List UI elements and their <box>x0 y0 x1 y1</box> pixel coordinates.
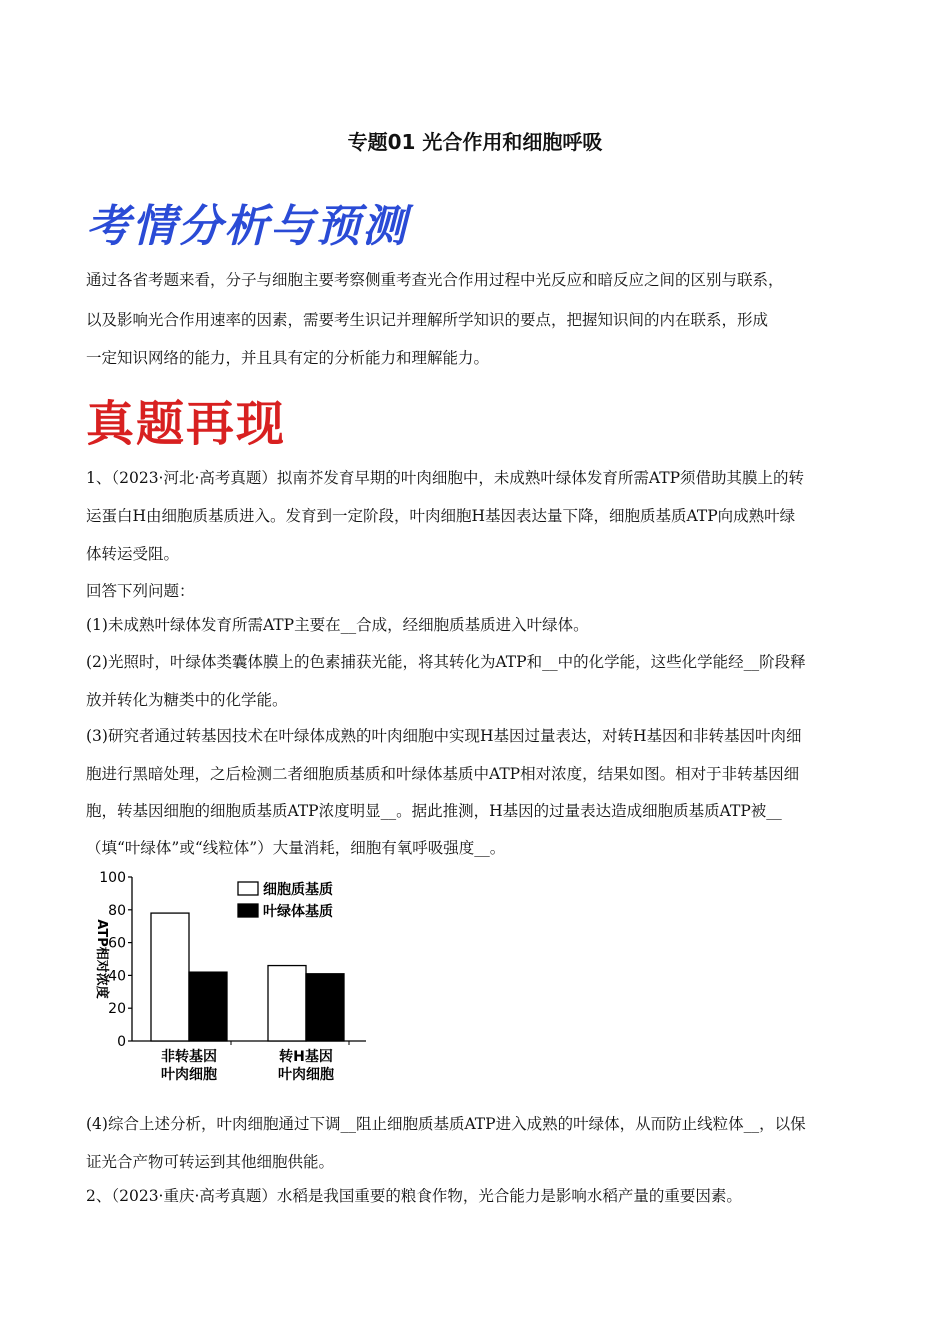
y-axis-label: ATP相对浓度 <box>94 919 109 999</box>
sub-question-3-line-2: 胞进行黑暗处理，之后检测二者细胞质基质和叶绿体基质中ATP相对浓度，结果如图。相对于非转基因细 <box>86 765 800 783</box>
sub-question-3-line-3: 胞，转基因细胞的细胞质基质ATP浓度明显__。据此推测，H基因的过量表达造成细胞质基质ATP被__ <box>86 802 782 820</box>
bar-chloroplast <box>189 972 227 1041</box>
intro-line-3: 一定知识网络的能力，并且具有定的分析能力和理解能力。 <box>86 349 490 367</box>
question-2-line-1: 2、（2023·重庆·高考真题）水稻是我国重要的粮食作物，光合能力是影响水稻产量的重要因素。 <box>86 1187 742 1205</box>
sub-question-2-line-2: 放并转化为糖类中的化学能。 <box>86 691 288 709</box>
x-category-label: 叶肉细胞 <box>278 1067 334 1083</box>
chart-legend <box>238 881 333 920</box>
legend-label: 细胞质基质 <box>263 882 333 898</box>
x-category-label: 转H基因 <box>279 1049 333 1065</box>
question-1-line-2: 运蛋白H由细胞质基质进入。发育到一定阶段，叶肉细胞H基因表达量下降，细胞质基质ATP向成熟叶绿 <box>86 507 796 525</box>
sub-question-3-line-1: (3)研究者通过转基因技术在叶绿体成熟的叶肉细胞中实现H基因过量表达，对转H基因和非转基因叶肉细 <box>86 727 802 745</box>
y-tick-label: 0 <box>117 1034 126 1050</box>
y-tick-label: 20 <box>108 1001 126 1018</box>
banner-real-exam: 真题再现 <box>86 396 287 452</box>
y-tick-label: 100 <box>99 870 126 886</box>
y-tick-label: 60 <box>108 935 126 952</box>
sub-question-1: (1)未成熟叶绿体发育所需ATP主要在__合成，经细胞质基质进入叶绿体。 <box>86 616 589 634</box>
x-category-label: 叶肉细胞 <box>161 1067 217 1083</box>
question-1-line-3: 体转运受阻。 <box>86 545 180 563</box>
banner-analysis: 考情分析与预测 <box>86 201 408 252</box>
legend-label: 叶绿体基质 <box>263 904 333 920</box>
sub-question-2-line-1: (2)光照时，叶绿体类囊体膜上的色素捕获光能，将其转化为ATP和__中的化学能，这些化学能经__阶段释 <box>86 653 806 671</box>
bar-cytoplasm <box>268 966 306 1041</box>
chart-bars <box>151 913 344 1041</box>
intro-line-2: 以及影响光合作用速率的因素，需要考生识记并理解所学知识的要点，把握知识间的内在联系，形成 <box>86 311 769 329</box>
intro-line-1: 通过各省考题来看，分子与细胞主要考察侧重考查光合作用过程中光反应和暗反应之间的区别与联系， <box>86 271 784 289</box>
bar-cytoplasm <box>151 913 189 1041</box>
legend-swatch <box>238 882 258 895</box>
bar-chloroplast <box>306 974 344 1041</box>
question-instruction: 回答下列问题： <box>86 582 195 600</box>
atp-bar-chart <box>86 864 386 1089</box>
sub-question-3-line-4: （填“叶绿体”或“线粒体”）大量消耗，细胞有氧呼吸强度__。 <box>86 839 506 857</box>
sub-question-4-line-1: (4)综合上述分析，叶肉细胞通过下调__阻止细胞质基质ATP进入成熟的叶绿体，从而防止线粒体__，以保 <box>86 1115 806 1133</box>
x-category-label: 非转基因 <box>161 1049 217 1065</box>
page-title: 专题01 光合作用和细胞呼吸 <box>347 130 603 154</box>
y-tick-label: 80 <box>108 902 126 919</box>
y-tick-label: 40 <box>108 968 126 985</box>
legend-swatch <box>238 904 258 917</box>
question-1-line-1: 1、（2023·河北·高考真题）拟南芥发育早期的叶肉细胞中，未成熟叶绿体发育所需ATP须借助其膜上的转 <box>86 469 805 487</box>
sub-question-4-line-2: 证光合产物可转运到其他细胞供能。 <box>86 1153 335 1171</box>
